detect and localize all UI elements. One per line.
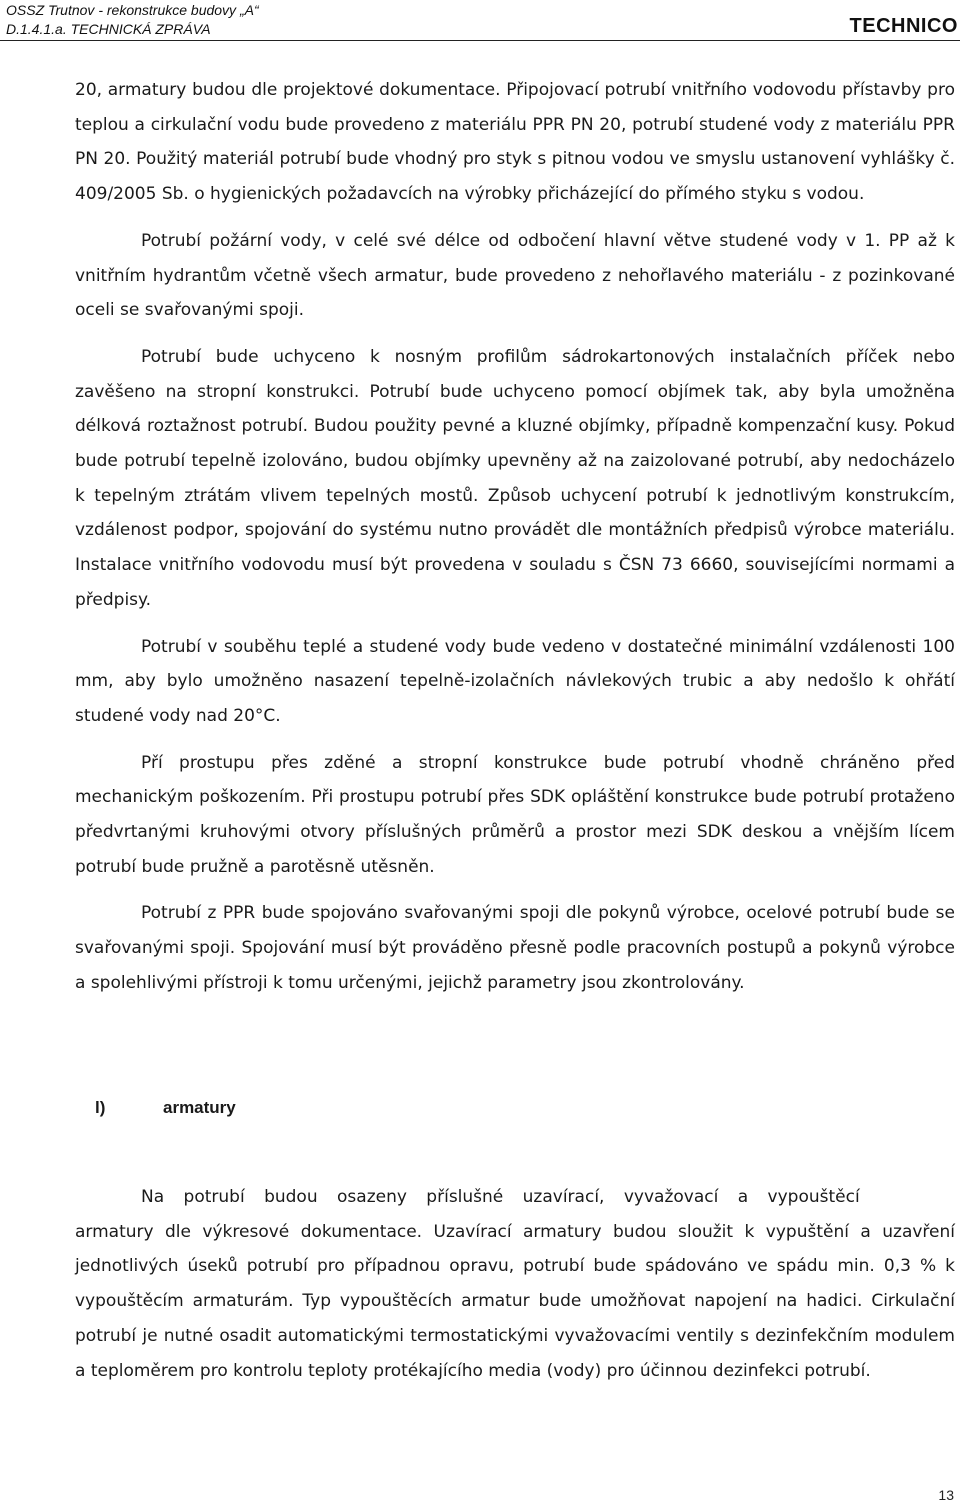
section-body-text xyxy=(75,1180,955,1388)
paragraph-fittings-detail: armatury dle výkresové dokumentace. Uzavírací armatury budou sloužit k vypuštění a uzavření jednotlivých úseků potrubí pro případnou opravu, potrubí bude spádováno ve spádu min. 0,3 % k vypouštěcím armaturám. Typ vypouštěcích armatur bude umožňovat napojení na hadici. Cirkulační potrubí je nutné osadit automatickými termostatickými vyvažovacími ventily s dezinfekčním modulem a teploměrem pro kontrolu teploty protékajícího media (vody) pro účinnou dezinfekci potrubí. xyxy=(75,1221,955,1381)
paragraph-parallel-pipes: Potrubí v souběhu teplé a studené vody bude vedeno v dostatečné minimální vzdálenosti 100 mm, aby bylo umožněno nasazení tepelně-izolačních návlekových trubic a aby nedošlo k ohřátí studené vody nad 20°C. xyxy=(75,636,955,726)
body-text xyxy=(75,73,955,1013)
page-number: 13 xyxy=(938,1487,954,1503)
document-title-block xyxy=(6,1,259,39)
section-number: l) xyxy=(95,1098,106,1117)
header-divider xyxy=(0,40,960,41)
section-heading xyxy=(95,1093,236,1123)
project-title: OSSZ Trutnov - rekonstrukce budovy „A“ xyxy=(6,2,259,18)
paragraph-pipe-mounting: Potrubí bude uchyceno k nosným profilům sádrokartonových instalačních příček nebo zavěšeno na stropní konstrukci. Potrubí bude uchyceno pomocí objímek tak, aby byla umožněna délková roztažnost potrubí. Budou použity pevné a kluzné objímky, případně kompenzační kusy. Pokud bude potrubí tepelně izolováno, budou objímky upevněny až na zaizolované potrubí, aby nedocházelo k tepelným ztrátám vlivem tepelných mostů. Způsob uchycení potrubí k jednotlivým konstrukcím, vzdálenost podpor, spojování do systému nutno provádět dle montážních předpisů výrobce materiálu. Instalace vnitřního vodovodu musí být provedena v souladu s ČSN 73 6660, souvisejícími normami a předpisy. xyxy=(75,346,955,610)
paragraph-penetrations: Pří prostupu přes zděné a stropní konstrukce bude potrubí vhodně chráněno před mechanickým poškozením. Při prostupu potrubí přes SDK opláštění konstrukce bude potrubí protaženo předvrtanými kruhovými otvory příslušných průměrů a prostor mezi SDK deskou a vnějším lícem potrubí bude pružně a parotěsně utěsněn. xyxy=(75,752,955,877)
company-logo-text: TECHNICO xyxy=(849,15,958,37)
page-header xyxy=(0,0,960,42)
document-code: D.1.4.1.a. TECHNICKÁ ZPRÁVA xyxy=(6,21,211,37)
paragraph-fire-water: Potrubí požární vody, v celé své délce od odbočení hlavní větve studené vody v 1. PP až k vnitřním hydrantům včetně všech armatur, bude provedeno z nehořlavého materiálu - z pozinkované oceli se svařovanými spoji. xyxy=(75,230,955,321)
section-title: armatury xyxy=(163,1098,236,1117)
paragraph-fittings-intro: Na potrubí budou osazeny příslušné uzavírací, vyvažovací a vypouštěcí xyxy=(141,1187,860,1207)
paragraph-joining: Potrubí z PPR bude spojováno svařovanými spoji dle pokynů výrobce, ocelové potrubí bude se svařovanými spoji. Spojování musí být prováděno přesně podle pracovních postupů a pokynů výrobce a spolehlivými přístroji k tomu určenými, jejichž parametry jsou zkontrolovány. xyxy=(75,903,955,993)
paragraph-continuation: 20, armatury budou dle projektové dokumentace. Připojovací potrubí vnitřního vodovodu přístavby pro teplou a cirkulační vodu bude provedeno z materiálu PPR PN 20, potrubí studené vody z materiálu PPR PN 20. Použitý materiál potrubí bude vhodný pro styk s pitnou vodou ve smyslu ustanovení vyhlášky č. 409/2005 Sb. o hygienických požadavcích na výrobky přicházející do přímého styku s vodou. xyxy=(75,80,955,205)
